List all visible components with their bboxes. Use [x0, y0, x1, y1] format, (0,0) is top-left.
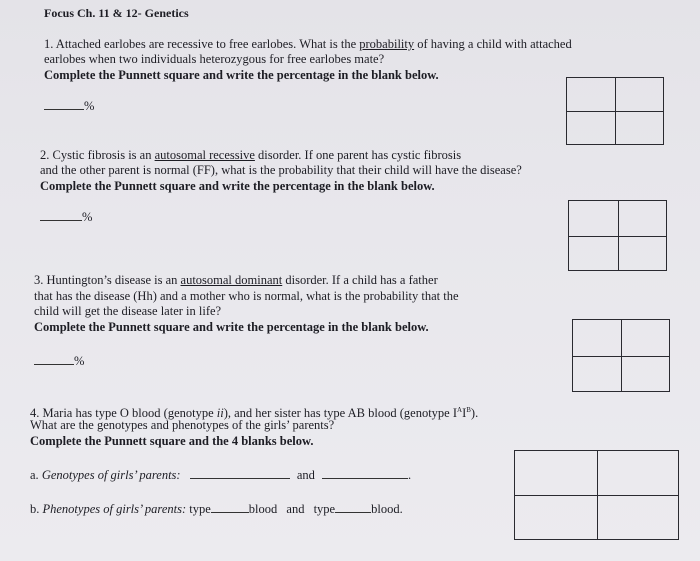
q2-answer — [40, 208, 92, 225]
q4-text-mid: ), and her sister has type AB blood (genotype I — [223, 406, 458, 421]
q4-sup-a: A — [457, 406, 463, 414]
q1-answer — [44, 97, 94, 114]
q2-underlined: autosomal recessive — [154, 148, 255, 162]
q4-genotype-ii: ii — [216, 406, 224, 421]
q4-phenotype-blank-2[interactable] — [335, 500, 371, 513]
q3-answer — [34, 352, 84, 369]
q2-text-end: disorder. If one parent has cystic fibrosis — [254, 148, 462, 162]
q3-underlined: autosomal dominant — [180, 273, 283, 287]
q4-line2: What are the genotypes and phenotypes of the girls’ parents? — [30, 418, 335, 432]
q2-percent-blank[interactable] — [40, 208, 82, 221]
q1-instruction: Complete the Punnett square and write the percentage in the blank below. — [44, 68, 439, 82]
q4-genotype-blank-1[interactable] — [190, 466, 290, 479]
q4-b-and: and — [286, 502, 305, 516]
q3-percent-sign: % — [74, 354, 85, 368]
q3-text: 3. Huntington’s disease is an — [34, 273, 181, 287]
q4-b-blood2: blood. — [371, 502, 403, 516]
q4-punnett-square[interactable] — [514, 450, 679, 540]
q4-text: 4. Maria has type O blood (genotype — [30, 406, 217, 421]
q2-line2: and the other parent is normal (FF), what is the probability that their child will have the disease? — [40, 163, 522, 177]
q1-percent-sign: % — [84, 99, 95, 113]
q1-underlined: probability — [359, 37, 415, 51]
q4-instruction: Complete the Punnett square and the 4 blanks below. — [30, 434, 314, 448]
q4-part-b — [30, 500, 403, 517]
q2-punnett-square[interactable] — [568, 200, 667, 271]
q2-percent-sign: % — [82, 210, 93, 224]
q4-a-text: Genotypes of girls’ parents: — [41, 468, 181, 482]
q4-b-label: b. — [30, 502, 40, 516]
q4-b-blood1: blood — [248, 502, 278, 516]
q3-text-end: disorder. If a child has a father — [282, 273, 438, 287]
q4-genotype-blank-2[interactable] — [322, 466, 408, 479]
q3-percent-blank[interactable] — [34, 352, 74, 365]
q1-percent-blank[interactable] — [44, 97, 84, 110]
q1-punnett-square[interactable] — [566, 77, 664, 145]
q4-b-text: Phenotypes of girls’ parents: — [42, 502, 187, 516]
q4-b-type1: type — [189, 502, 211, 516]
q1-text-end: of having a child with attached — [414, 37, 572, 51]
q3-line3: child will get the disease later in life? — [34, 304, 222, 318]
q3-line1 — [34, 273, 438, 288]
q4-phenotype-blank-1[interactable] — [211, 500, 249, 513]
q2-line1 — [40, 148, 461, 163]
q4-b-type2: type — [313, 502, 336, 516]
q1-line2: earlobes when two individuals heterozygous for free earlobes mate? — [44, 52, 385, 66]
q4-a-and: and — [296, 468, 315, 482]
q4-sup-b: B — [466, 406, 471, 414]
q3-punnett-square[interactable] — [572, 319, 670, 392]
page-title: Focus Ch. 11 & 12- Genetics — [44, 6, 189, 20]
q2-instruction: Complete the Punnett square and write the percentage in the blank below. — [40, 179, 435, 193]
q4-a-label: a. — [30, 468, 39, 482]
q1-text: 1. Attached earlobes are recessive to free earlobes. What is the — [44, 37, 360, 51]
q4-text-end: ). — [470, 406, 479, 421]
q4-part-a — [30, 466, 411, 483]
q4-text-i: I — [462, 406, 467, 421]
q4-a-end: . — [408, 468, 412, 482]
q3-line2: that has the disease (Hh) and a mother who is normal, what is the probability that the — [34, 289, 459, 303]
q3-instruction: Complete the Punnett square and write the percentage in the blank below. — [34, 320, 429, 334]
q2-text: 2. Cystic fibrosis is an — [40, 148, 155, 162]
q1-line1 — [44, 37, 572, 52]
